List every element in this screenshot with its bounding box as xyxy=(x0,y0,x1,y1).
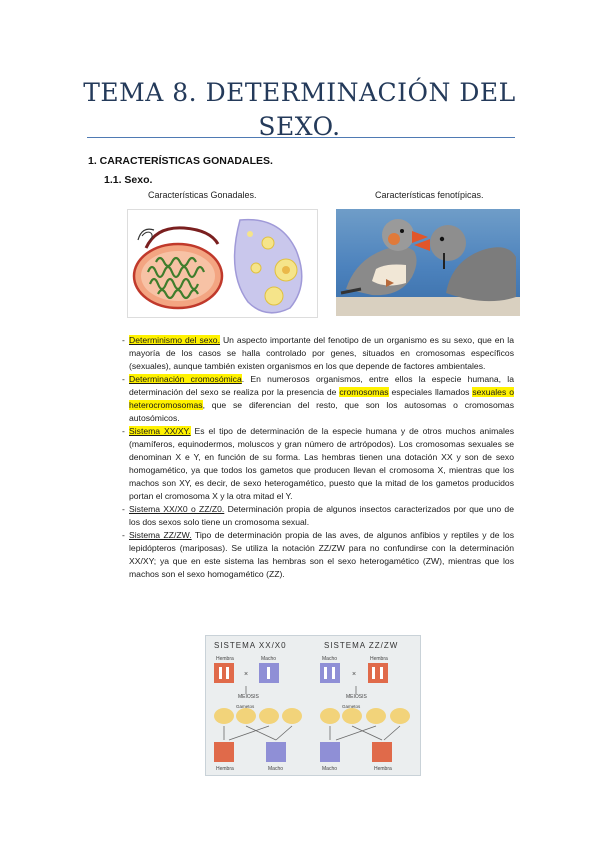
zz-zw-title: SISTEMA ZZ/ZW xyxy=(324,641,399,650)
gametos-label-left: Gametos xyxy=(236,704,255,709)
page-title xyxy=(60,76,539,144)
label-macho-left-bottom: Macho xyxy=(268,766,284,772)
xx-x0-title: SISTEMA XX/X0 xyxy=(214,641,287,650)
zebra-finches-photo xyxy=(336,209,520,316)
title-line-1: TEMA 8. DETERMINACIÓN DEL xyxy=(83,78,516,107)
item-text: . En numerosos organismos, entre ellos la especie humana, la determinación del sexo se realiza por la presencia de xyxy=(129,374,514,397)
term-zz-zw: Sistema ZZ/ZW. xyxy=(129,530,192,540)
gonads-image xyxy=(127,209,318,318)
svg-text:×: × xyxy=(352,671,357,678)
cross-symbol: × xyxy=(244,671,249,678)
svg-text:Hembra: Hembra xyxy=(374,766,392,772)
offspring-female-box xyxy=(214,742,234,762)
section-heading: 1. CARACTERÍSTICAS GONADALES. xyxy=(88,155,273,167)
label-hembra-right: Hembra xyxy=(370,656,388,662)
item-text: Un aspecto importante del fenotipo de un organismo es su sexo, que en la mayoría de los casos se halla controlado por genes, situados en cromosomas específicos (sexuales), aunque también existen organismos en los que depende de factores ambientales. xyxy=(129,335,514,371)
term-chromosomal: Determinación cromosómica xyxy=(129,374,242,384)
highlight-heterocromosomas: sexuales o heterocromosomas xyxy=(129,387,514,410)
testis-illustration xyxy=(134,228,222,308)
gametos-label-right: Gametos xyxy=(342,704,361,709)
title-divider xyxy=(87,137,515,138)
sex-systems-diagram xyxy=(205,635,421,776)
term-determinism: Determinismo del sexo. xyxy=(129,335,220,345)
list-item xyxy=(122,425,514,503)
term-xx-xy: Sistema XX/XY. xyxy=(129,426,191,436)
meiosis-label-right: MEIOSIS xyxy=(346,694,367,700)
gamete xyxy=(214,708,234,724)
list-item xyxy=(122,529,514,581)
title-line-2: SEXO. xyxy=(258,112,341,141)
caption-gonadal: Características Gonadales. xyxy=(148,190,257,200)
list-item xyxy=(122,373,514,425)
ovary-illustration xyxy=(235,220,302,313)
offspring-male-box xyxy=(266,742,286,762)
item-text: Tipo de determinación propia de las aves, de algunos anfibios y reptiles y de los lepidópteros (mariposas). Se utiliza la notación ZZ/ZW para no confundirse con la determinación XX/XY; ya que en este sistema las hembras son el sexo heterogamético (ZW), mientras que los machos son el sexo homogamético (ZZ). xyxy=(129,530,514,579)
svg-text:Macho: Macho xyxy=(322,766,338,772)
item-text: Determinación propia de algunos insectos caracterizados por que uno de los dos sexos solo tiene un cromosoma sexual. xyxy=(129,504,514,527)
list-item xyxy=(122,334,514,373)
subsection-heading: 1.1. Sexo. xyxy=(104,174,153,186)
label-macho-left: Macho xyxy=(261,656,277,662)
label-macho-right: Macho xyxy=(322,656,338,662)
item-text: , que se diferencian del resto, que son los autosomas o cromosomas autosómicos. xyxy=(129,400,514,423)
term-xx-x0: Sistema XX/X0 o ZZ/Z0. xyxy=(129,504,225,514)
item-text: Es el tipo de determinación de la especie humana y de otros muchos animales (mamíferos, equinodermos, moluscos y gran número de artrópodos). Los cromosomas sexuales se denominan X e Y, en función de su forma. Las hembras tienen una dotación XX y son de sexo homogamético, ya que todos los gametos que producen llevan el cromosoma X, mientras que los machos son XY, es decir, de sexo heterogamético, puesto que la mitad de los gametos producidos portan el cromosoma X y la otra mitad el Y. xyxy=(129,426,515,501)
label-hembra-left-bottom: Hembra xyxy=(216,766,234,772)
highlight-cromosomas: cromosomas xyxy=(339,387,389,397)
caption-phenotypic: Características fenotípicas. xyxy=(375,190,484,200)
content-list xyxy=(122,334,514,581)
item-text: especiales llamados xyxy=(388,387,473,397)
label-hembra-left: Hembra xyxy=(216,656,234,662)
list-item xyxy=(122,503,514,529)
female-finch xyxy=(414,225,516,301)
male-finch xyxy=(341,219,428,295)
meiosis-label-left: MEIOSIS xyxy=(238,694,259,700)
female-parent-box xyxy=(214,663,234,683)
